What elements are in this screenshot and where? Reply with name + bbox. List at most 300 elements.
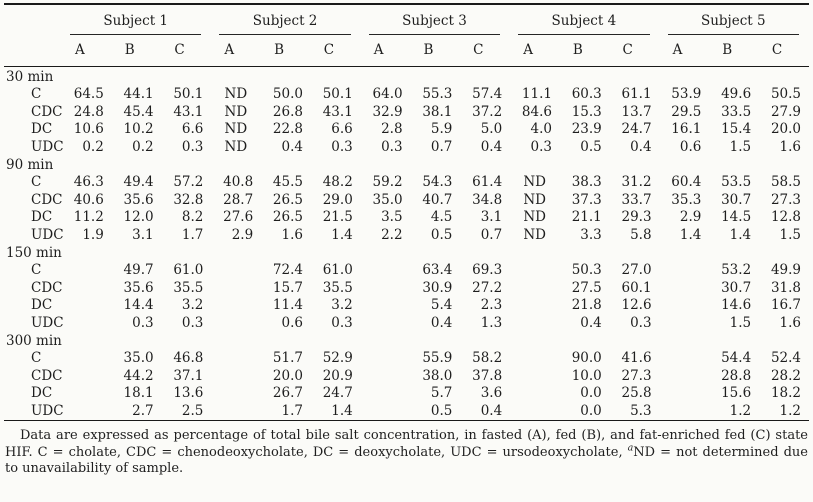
cell-value: 27.0 [621, 262, 652, 278]
cell-value: 26.8 [272, 103, 303, 120]
cell-value [211, 368, 261, 386]
table-row [4, 350, 809, 368]
table-row [4, 262, 809, 280]
row-label: DC [31, 385, 53, 401]
cell-value [660, 350, 710, 368]
cell-value: 30.7 [721, 191, 752, 208]
cell-value: 53.2 [721, 262, 752, 278]
cell-value: 21.5 [322, 209, 353, 225]
column-header-c: C [759, 35, 809, 67]
cell-value: 0.3 [132, 314, 154, 331]
cell-value: 0.4 [480, 138, 503, 155]
cell-value: 25.8 [621, 385, 652, 401]
time-label: 300 min [6, 333, 62, 349]
cell-value: 5.3 [630, 402, 652, 419]
cell-value [62, 385, 112, 403]
cell-value: 35.6 [123, 279, 154, 296]
table-row [4, 368, 809, 386]
cell-value: 50.5 [770, 86, 801, 102]
cell-value: 69.3 [472, 262, 503, 278]
row-label: DC [31, 209, 53, 225]
cell-value [361, 385, 411, 403]
column-header-a: A [361, 35, 411, 67]
cell-value: 24.7 [621, 121, 652, 137]
cell-value: 29.0 [322, 191, 353, 208]
cell-value: 49.9 [770, 262, 801, 278]
table-row [4, 174, 809, 192]
cell-value: 84.6 [521, 103, 552, 120]
cell-value: 2.3 [480, 297, 503, 313]
cell-value: 11.1 [521, 86, 552, 102]
cell-value [211, 262, 261, 280]
cell-value: 15.4 [721, 121, 752, 137]
cell-value: 40.6 [73, 191, 104, 208]
cell-value: 0.5 [430, 402, 453, 419]
cell-value: 52.4 [770, 350, 801, 366]
table-footnote [5, 428, 808, 478]
cell-value: 12.0 [123, 209, 154, 225]
cell-value [361, 350, 411, 368]
cell-value: 28.2 [770, 367, 801, 384]
row-label: CDC [31, 103, 63, 120]
subject-header [660, 4, 809, 35]
cell-value [660, 385, 710, 403]
cell-value: 38.1 [422, 103, 453, 120]
cell-value: 22.8 [272, 121, 303, 137]
subject-header [62, 4, 211, 35]
subject-header [211, 4, 360, 35]
cell-value: 6.6 [181, 121, 204, 137]
cell-value: 49.6 [721, 86, 752, 102]
cell-value: 61.0 [322, 262, 353, 278]
cell-value: 11.4 [272, 297, 303, 313]
cell-value: 4.0 [530, 121, 552, 137]
cell-value: 3.1 [480, 209, 503, 225]
cell-value: 30.9 [422, 279, 453, 296]
cell-value: 10.2 [123, 121, 154, 137]
cell-value: 0.4 [630, 138, 652, 155]
footnote-text-1: Data are expressed as percentage of total bile salt concentration, in fasted (A), fed (B), and fat-enriched fed (C) state HIF. C = cholate, CDC = chenodeoxycholate, DC = deoxycholate, UDC = ursodeoxycholate, [5, 428, 808, 460]
cell-value: 31.8 [770, 279, 801, 296]
cell-value: 0.3 [331, 314, 353, 331]
cell-value: 12.8 [770, 209, 801, 225]
row-label: CDC [31, 191, 63, 208]
cell-value: 1.4 [331, 402, 353, 419]
time-label: 150 min [6, 245, 62, 261]
cell-value [660, 280, 710, 298]
cell-value: 58.5 [770, 174, 801, 190]
table-row [4, 297, 809, 315]
cell-value: 14.5 [721, 209, 752, 225]
cell-value [510, 297, 560, 315]
cell-value: 61.1 [621, 86, 652, 102]
column-header-c: C [460, 35, 510, 67]
stub-cell [4, 4, 62, 35]
cell-value: 60.4 [671, 174, 702, 190]
cell-value: ND [523, 174, 546, 190]
row-label: C [31, 86, 42, 102]
cell-value: 46.3 [73, 174, 104, 190]
cell-value: 40.8 [223, 174, 254, 190]
column-header-b: B [709, 35, 759, 67]
cell-value: 8.2 [181, 209, 204, 225]
cell-value: 18.1 [123, 385, 154, 401]
cell-value: 45.5 [272, 174, 303, 190]
cell-value: 38.0 [422, 367, 453, 384]
row-label: UDC [31, 402, 64, 419]
cell-value: 1.7 [281, 402, 303, 419]
table-row [4, 403, 809, 421]
cell-value: 11.2 [73, 209, 104, 225]
cell-value: 51.7 [272, 350, 303, 366]
time-label: 30 min [6, 69, 54, 85]
table-row [4, 315, 809, 333]
cell-value: 37.1 [173, 367, 204, 384]
cell-value [361, 280, 411, 298]
cell-value [510, 403, 560, 421]
cell-value [211, 403, 261, 421]
cell-value [62, 315, 112, 333]
cell-value [211, 315, 261, 333]
cell-value: 0.6 [679, 138, 702, 155]
time-label: 90 min [6, 157, 54, 173]
row-label: CDC [31, 279, 63, 296]
cell-value [660, 315, 710, 333]
cell-value: 41.6 [621, 350, 652, 366]
cell-value: 0.5 [580, 138, 602, 155]
cell-value: 35.5 [173, 279, 204, 296]
cell-value: 28.7 [223, 191, 254, 208]
column-header-b: B [112, 35, 162, 67]
cell-value [62, 262, 112, 280]
cell-value: 35.0 [372, 191, 403, 208]
cell-value [211, 297, 261, 315]
row-label: C [31, 174, 42, 190]
subject-header-row [4, 4, 809, 35]
cell-value: 60.3 [571, 86, 602, 102]
column-header-a: A [62, 35, 112, 67]
cell-value: 3.5 [381, 209, 403, 225]
cell-value: 21.1 [571, 209, 602, 225]
cell-value: 5.8 [630, 226, 652, 243]
cell-value: 57.4 [472, 86, 503, 102]
cell-value: 32.8 [173, 191, 204, 208]
row-label: CDC [31, 367, 63, 384]
cell-value [660, 403, 710, 421]
cell-value: 43.1 [173, 103, 204, 120]
column-header-a: A [211, 35, 261, 67]
cell-value: 1.4 [679, 226, 702, 243]
cell-value: 10.0 [571, 367, 602, 384]
cell-value: 43.1 [322, 103, 353, 120]
cell-value: 46.8 [173, 350, 204, 366]
cell-value: 5.9 [430, 121, 453, 137]
cell-value: 20.0 [272, 367, 303, 384]
cell-value: ND [224, 138, 248, 155]
cell-value: 53.9 [671, 86, 702, 102]
footnote-superscript-a: a [627, 442, 634, 454]
cell-value: 1.2 [779, 402, 801, 419]
cell-value: 27.2 [472, 279, 503, 296]
cell-value: 15.7 [272, 279, 303, 296]
cell-value [211, 280, 261, 298]
cell-value: 0.2 [82, 138, 104, 155]
table-row [4, 192, 809, 210]
cell-value: 3.2 [331, 297, 353, 313]
cell-value: 48.2 [322, 174, 353, 190]
cell-value: 49.4 [123, 174, 154, 190]
cell-value: 33.5 [721, 103, 752, 120]
cell-value: 52.9 [322, 350, 353, 366]
cell-value: 3.1 [132, 226, 154, 243]
cell-value [660, 297, 710, 315]
time-section-row [4, 67, 809, 87]
table-row [4, 385, 809, 403]
table-header [4, 4, 809, 67]
table-body [4, 67, 809, 421]
cell-value: 35.0 [123, 350, 154, 366]
cell-value: 0.7 [480, 226, 503, 243]
cell-value: 1.3 [480, 314, 503, 331]
cell-value: 49.7 [123, 262, 154, 278]
cell-value: 14.4 [123, 297, 154, 313]
cell-value: 13.6 [173, 385, 204, 401]
bile-salt-table [4, 3, 809, 421]
cell-value: 13.7 [621, 103, 652, 120]
cell-value: 0.3 [630, 314, 652, 331]
cell-value: 3.3 [580, 226, 602, 243]
cell-value: 0.0 [580, 402, 602, 419]
cell-value: 45.4 [123, 103, 154, 120]
cell-value: ND [523, 226, 546, 243]
cell-value: 0.4 [580, 314, 602, 331]
cell-value: 16.7 [770, 297, 801, 313]
cell-value: 35.3 [671, 191, 702, 208]
subject-label: Subject 5 [668, 13, 799, 35]
cell-value: 1.5 [779, 226, 801, 243]
table-row [4, 209, 809, 227]
cell-value: 1.5 [729, 314, 752, 331]
subject-header [361, 4, 510, 35]
table-row [4, 139, 809, 157]
row-label: UDC [31, 138, 64, 155]
cell-value: 0.4 [281, 138, 303, 155]
cell-value: 50.0 [272, 86, 303, 102]
cell-value: 53.5 [721, 174, 752, 190]
cell-value: 1.6 [779, 314, 801, 331]
cell-value: 72.4 [272, 262, 303, 278]
cell-value: 24.8 [73, 103, 104, 120]
cell-value: 35.5 [322, 279, 353, 296]
cell-value: 29.5 [671, 103, 702, 120]
time-section-row [4, 244, 809, 262]
cell-value: 4.5 [430, 209, 453, 225]
cell-value [62, 297, 112, 315]
cell-value: 0.3 [331, 138, 353, 155]
cell-value: 34.8 [472, 191, 503, 208]
cell-value: 1.6 [281, 226, 303, 243]
column-header-b: B [560, 35, 610, 67]
row-label: UDC [31, 314, 64, 331]
cell-value: 0.2 [132, 138, 154, 155]
cell-value: 23.9 [571, 121, 602, 137]
cell-value: 58.2 [472, 350, 503, 366]
cell-value: 0.4 [430, 314, 453, 331]
cell-value: 1.5 [729, 138, 752, 155]
cell-value: 28.8 [721, 367, 752, 384]
cell-value: 26.5 [272, 191, 303, 208]
cell-value: 1.4 [331, 226, 353, 243]
column-header-b: B [261, 35, 311, 67]
row-label: C [31, 350, 42, 366]
time-section-row [4, 332, 809, 350]
column-header-a: A [510, 35, 560, 67]
cell-value: 90.0 [571, 350, 602, 366]
cell-value: 2.7 [132, 402, 154, 419]
cell-value [510, 350, 560, 368]
cell-value: 27.6 [223, 209, 254, 225]
cell-value [211, 350, 261, 368]
cell-value [361, 403, 411, 421]
cell-value: 0.3 [181, 138, 204, 155]
cell-value: 1.2 [729, 402, 752, 419]
cell-value [361, 262, 411, 280]
cell-value [510, 262, 560, 280]
cell-value: 2.9 [679, 209, 702, 225]
cell-value: 38.3 [571, 174, 602, 190]
cell-value: 20.0 [770, 121, 801, 137]
row-label: DC [31, 121, 53, 137]
cell-value: 0.3 [530, 138, 552, 155]
cell-value: 50.1 [322, 86, 353, 102]
cell-value [361, 315, 411, 333]
cell-value: 14.6 [721, 297, 752, 313]
cell-value [510, 368, 560, 386]
cell-value: 31.2 [621, 174, 652, 190]
cell-value: 54.4 [721, 350, 752, 366]
cell-value: ND [224, 121, 248, 137]
column-header-c: C [162, 35, 212, 67]
cell-value: 16.1 [671, 121, 702, 137]
cell-value: 24.7 [322, 385, 353, 401]
cell-value: 40.7 [422, 191, 453, 208]
cell-value: 1.9 [82, 226, 104, 243]
cell-value: 61.0 [173, 262, 204, 278]
cell-value: 64.5 [73, 86, 104, 102]
cell-value: 5.7 [430, 385, 453, 401]
cell-value: 5.4 [430, 297, 453, 313]
cell-value: 64.0 [372, 86, 403, 102]
cell-value: 0.3 [181, 314, 204, 331]
cell-value: 50.1 [173, 86, 204, 102]
cell-value: 37.3 [571, 191, 602, 208]
cell-value: 59.2 [372, 174, 403, 190]
cell-value: 44.1 [123, 86, 154, 102]
cell-value: 29.3 [621, 209, 652, 225]
cell-value: 27.3 [621, 367, 652, 384]
row-label: C [31, 262, 42, 278]
cell-value: 10.6 [73, 121, 104, 137]
cell-value [510, 280, 560, 298]
row-label: DC [31, 297, 53, 313]
table-row [4, 104, 809, 122]
cell-value: 2.2 [381, 226, 403, 243]
table-row [4, 121, 809, 139]
state-header-row [4, 35, 809, 67]
footnote-text-2: ND = not determined due to unavailability of sample. [5, 444, 808, 476]
cell-value: 26.7 [272, 385, 303, 401]
cell-value [361, 297, 411, 315]
table-row [4, 227, 809, 245]
time-section-row [4, 156, 809, 174]
cell-value: 35.6 [123, 191, 154, 208]
cell-value: ND [224, 103, 248, 120]
cell-value: 2.5 [181, 402, 204, 419]
cell-value: 50.3 [571, 262, 602, 278]
subject-header [510, 4, 659, 35]
column-header-c: C [610, 35, 660, 67]
cell-value [660, 368, 710, 386]
cell-value: 44.2 [123, 367, 154, 384]
cell-value: 3.2 [181, 297, 204, 313]
cell-value [62, 403, 112, 421]
subject-label: Subject 1 [70, 13, 201, 35]
cell-value: 33.7 [621, 191, 652, 208]
cell-value: 0.7 [430, 138, 453, 155]
cell-value: 27.9 [770, 103, 801, 120]
stub-cell [4, 35, 62, 67]
subject-label: Subject 3 [369, 13, 500, 35]
table-row [4, 280, 809, 298]
cell-value: 15.3 [571, 103, 602, 120]
table-row [4, 86, 809, 104]
cell-value: 0.5 [430, 226, 453, 243]
cell-value: 1.7 [181, 226, 204, 243]
cell-value: 61.4 [472, 174, 503, 190]
cell-value: 6.6 [331, 121, 353, 137]
cell-value: 32.9 [372, 103, 403, 120]
subject-label: Subject 2 [219, 13, 350, 35]
cell-value: 0.4 [480, 402, 503, 419]
cell-value: 30.7 [721, 279, 752, 296]
cell-value: 37.2 [472, 103, 503, 120]
column-header-b: B [411, 35, 461, 67]
cell-value: 57.2 [173, 174, 204, 190]
cell-value: 54.3 [422, 174, 453, 190]
cell-value: 1.4 [729, 226, 752, 243]
cell-value [510, 385, 560, 403]
column-header-c: C [311, 35, 361, 67]
cell-value: 55.3 [422, 86, 453, 102]
cell-value [211, 385, 261, 403]
row-label: UDC [31, 226, 64, 243]
cell-value [62, 368, 112, 386]
cell-value [62, 280, 112, 298]
subject-label: Subject 4 [518, 13, 649, 35]
cell-value: 2.9 [231, 226, 254, 243]
cell-value: 37.8 [472, 367, 503, 384]
cell-value: 1.6 [779, 138, 801, 155]
cell-value [510, 315, 560, 333]
cell-value: 3.6 [480, 385, 503, 401]
cell-value: 26.5 [272, 209, 303, 225]
cell-value: 27.3 [770, 191, 801, 208]
column-header-a: A [660, 35, 710, 67]
cell-value: 60.1 [621, 279, 652, 296]
cell-value: ND [523, 209, 546, 225]
cell-value: 55.9 [422, 350, 453, 366]
cell-value: 20.9 [322, 367, 353, 384]
